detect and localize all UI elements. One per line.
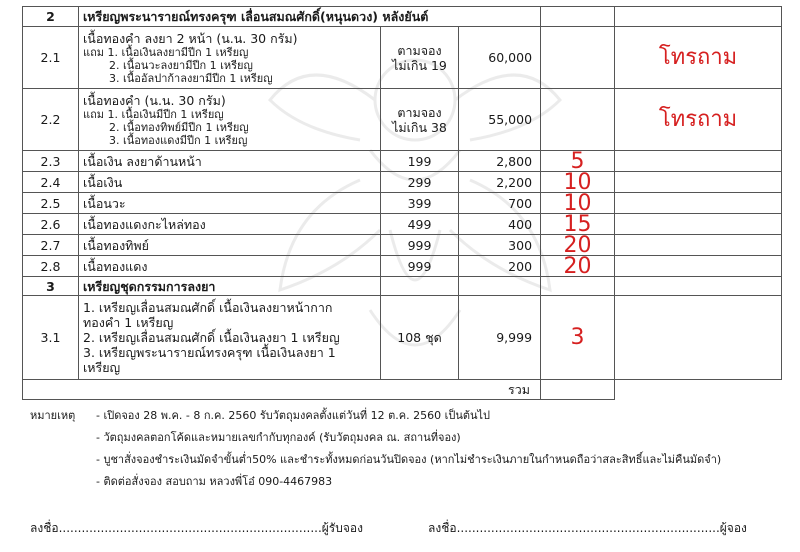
item-description xyxy=(79,27,381,89)
remark-item: - ติดต่อสั่งจอง สอบถาม หลวงพี่โอ๋ 090-4467983 xyxy=(96,475,333,488)
item-line: 2. เหรียญเลื่อนสมณศักดิ์ เนื้อเงินลงยา 1 เหรียญ xyxy=(83,330,340,345)
item-quantity: 499 xyxy=(381,214,459,235)
item-price: 2,800 xyxy=(459,151,541,172)
item-number: 2.7 xyxy=(23,235,79,256)
item-quantity: ตามจอง ไม่เกิน 38 xyxy=(381,89,459,151)
signature-booker: ลงชื่อ.....................................................................ผู้จอง xyxy=(428,521,747,535)
order-count: 20 xyxy=(541,235,615,256)
item-name: เนื้อทองคำ ลงยา 2 หน้า (น.น. 30 กรัม) xyxy=(83,30,298,46)
table-row xyxy=(23,214,782,235)
item-quantity: 999 xyxy=(381,256,459,277)
item-price: 9,999 xyxy=(459,296,541,380)
section-number: 3 xyxy=(23,277,79,296)
remark-item: - บูชาสั่งจองชำระเงินมัดจำขั้นต่ำ50% และชำระทั้งหมดก่อนวันปิดจอง (หากไม่ชำระเงินภายในกำหนดถือว่าสละสิทธิ์และไม่คืนมัดจำ) xyxy=(96,453,722,466)
order-count: 10 xyxy=(541,193,615,214)
remark-item: - วัตถุมงคลตอกโค้ดและหมายเลขกำกับทุกองค์ (รับวัตถุมงคล ณ. สถานที่จอง) xyxy=(96,431,461,444)
table-row xyxy=(23,151,782,172)
item-name: เนื้อเงิน xyxy=(79,172,381,193)
table-row xyxy=(23,256,782,277)
item-name: เนื้อทองแดง xyxy=(79,256,381,277)
item-name: เนื้อทองทิพย์ xyxy=(79,235,381,256)
item-price: 60,000 xyxy=(459,27,541,89)
item-price: 55,000 xyxy=(459,89,541,151)
item-number: 2.8 xyxy=(23,256,79,277)
section-header-row xyxy=(23,277,782,296)
item-quantity: 299 xyxy=(381,172,459,193)
section-title: เหรียญชุดกรรมการลงยา xyxy=(79,277,381,296)
item-name: เนื้อทองคำ (น.น. 30 กรัม) xyxy=(83,92,226,108)
signature-receiver: ลงชื่อ.....................................................................ผู้รับจอง xyxy=(30,521,363,535)
item-number: 2.1 xyxy=(23,27,79,89)
item-extra: 2. เนื้อนวะลงยามีปีก 1 เหรียญ xyxy=(109,58,253,72)
item-price: 2,200 xyxy=(459,172,541,193)
item-extra: แถม 1. เนื้อเงินมีปีก 1 เหรียญ xyxy=(83,107,224,121)
total-label: รวม xyxy=(23,380,541,400)
item-extra: 2. เนื้อทองทิพย์มีปีก 1 เหรียญ xyxy=(109,120,249,134)
item-extra: แถม 1. เนื้อเงินลงยามีปีก 1 เหรียญ xyxy=(83,45,249,59)
handwritten-note: โทรถาม xyxy=(615,89,782,151)
item-quantity: 108 ชุด xyxy=(381,296,459,380)
remarks-list xyxy=(96,405,796,493)
item-line: ทองคำ 1 เหรียญ xyxy=(83,315,174,330)
item-number: 2.4 xyxy=(23,172,79,193)
item-number: 2.5 xyxy=(23,193,79,214)
item-name: เนื้อเงิน ลงยาด้านหน้า xyxy=(79,151,381,172)
item-number: 3.1 xyxy=(23,296,79,380)
order-count: 10 xyxy=(541,172,615,193)
price-table xyxy=(22,6,782,400)
item-price: 700 xyxy=(459,193,541,214)
order-count xyxy=(541,27,615,89)
table-row xyxy=(23,89,782,151)
order-count: 15 xyxy=(541,214,615,235)
item-description xyxy=(79,296,381,380)
total-row xyxy=(23,380,782,400)
item-line: 1. เหรียญเลื่อนสมณศักดิ์ เนื้อเงินลงยาหน้ากาก xyxy=(83,300,333,315)
order-count: 3 xyxy=(541,296,615,380)
section-number: 2 xyxy=(23,7,79,27)
table-row xyxy=(23,235,782,256)
order-count: 20 xyxy=(541,256,615,277)
item-description xyxy=(79,89,381,151)
section-header-row xyxy=(23,7,782,27)
item-price: 400 xyxy=(459,214,541,235)
item-quantity: ตามจอง ไม่เกิน 19 xyxy=(381,27,459,89)
item-extra: 3. เนื้ออัลปาก้าลงยามีปีก 1 เหรียญ xyxy=(109,71,273,85)
item-extra: 3. เนื้อทองแดงมีปีก 1 เหรียญ xyxy=(109,133,248,147)
table-row xyxy=(23,296,782,380)
handwritten-note: โทรถาม xyxy=(615,27,782,89)
item-price: 200 xyxy=(459,256,541,277)
order-count xyxy=(541,89,615,151)
item-price: 300 xyxy=(459,235,541,256)
item-number: 2.2 xyxy=(23,89,79,151)
section-title: เหรียญพระนารายณ์ทรงครุฑ เลื่อนสมณศักดิ์(หนุนดวง) หลังยันต์ xyxy=(79,7,541,27)
item-number: 2.6 xyxy=(23,214,79,235)
item-quantity: 399 xyxy=(381,193,459,214)
item-name: เนื้อนวะ xyxy=(79,193,381,214)
item-number: 2.3 xyxy=(23,151,79,172)
item-line: 3. เหรียญพระนารายณ์ทรงครุฑ เนื้อเงินลงยา 1 xyxy=(83,345,336,360)
item-quantity: 999 xyxy=(381,235,459,256)
remark-item: - เปิดจอง 28 พ.ค. - 8 ก.ค. 2560 รับวัตถุมงคลตั้งแต่วันที่ 12 ต.ค. 2560 เป็นต้นไป xyxy=(96,409,491,422)
table-row xyxy=(23,193,782,214)
order-count: 5 xyxy=(541,151,615,172)
item-line: เหรียญ xyxy=(83,360,121,375)
item-name: เนื้อทองแดงกะไหล่ทอง xyxy=(79,214,381,235)
item-quantity: 199 xyxy=(381,151,459,172)
remarks-heading: หมายเหตุ xyxy=(30,409,76,422)
table-row xyxy=(23,172,782,193)
table-row xyxy=(23,27,782,89)
total-value xyxy=(541,380,615,400)
